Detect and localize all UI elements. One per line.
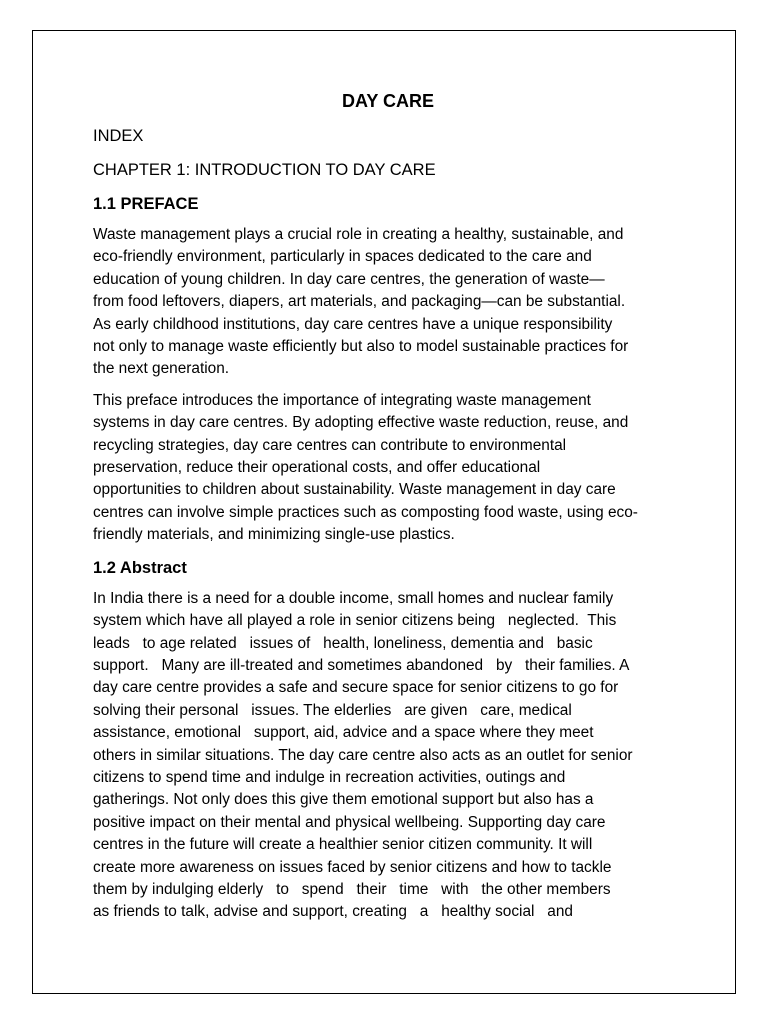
paragraph: Waste management plays a crucial role in creating a healthy, sustainable, and eco-friendly environment, particularly in spaces dedicated to the care and education of young children. In day care centres, the generation of waste— from food leftovers, diapers, art materials, and packaging—can be substantial. As early childhood institutions, day care centres have a unique responsibility not only to manage waste efficiently but also to model sustainable practices for the next generation. <box>93 226 629 378</box>
section-preface <box>93 192 677 547</box>
paragraph: This preface introduces the importance of integrating waste management systems in day care centres. By adopting effective waste reduction, reuse, and recycling strategies, day care centres can contribute to environmental preservation, reduce their operational costs, and offer educational opportunities to children about sustainability. Waste management in day care centres can involve simple practices such as composting food waste, using eco- friendly materials, and minimizing single-use plastics. <box>93 391 638 544</box>
document-body <box>93 88 677 933</box>
section-abstract <box>93 556 677 924</box>
document-title: DAY CARE <box>341 91 435 111</box>
paragraph: In India there is a need for a double income, small homes and nuclear family system which have all played a role in senior citizens being neglected. This leads to age related issues of health, loneliness, dementia and basic support. Many are ill-treated and sometimes abandoned by their families. A day care centre provides a safe and secure space for senior citizens to go for solving their personal issues. The elderlies are given care, medical assistance, emotional support, aid, advice and a space where they meet others in similar situations. The day care centre also acts as an outlet for senior citizens to spend time and indulge in recreation activities, outings and gatherings. Not only does this give them emotional support but also has a positive impact on their mental and physical wellbeing. Supporting day care centres in the future will create a healthier senior citizen community. It will create more awareness on issues faced by senior citizens and how to tackle them by indulging elderly to spend their time with the other members as friends to talk, advise and support, creating a healthy social and <box>93 589 633 921</box>
section-heading: 1.1 PREFACE <box>93 195 199 213</box>
index-label: INDEX <box>93 127 144 145</box>
section-heading: 1.2 Abstract <box>93 558 187 577</box>
chapter-title: CHAPTER 1: INTRODUCTION TO DAY CARE <box>93 161 436 179</box>
